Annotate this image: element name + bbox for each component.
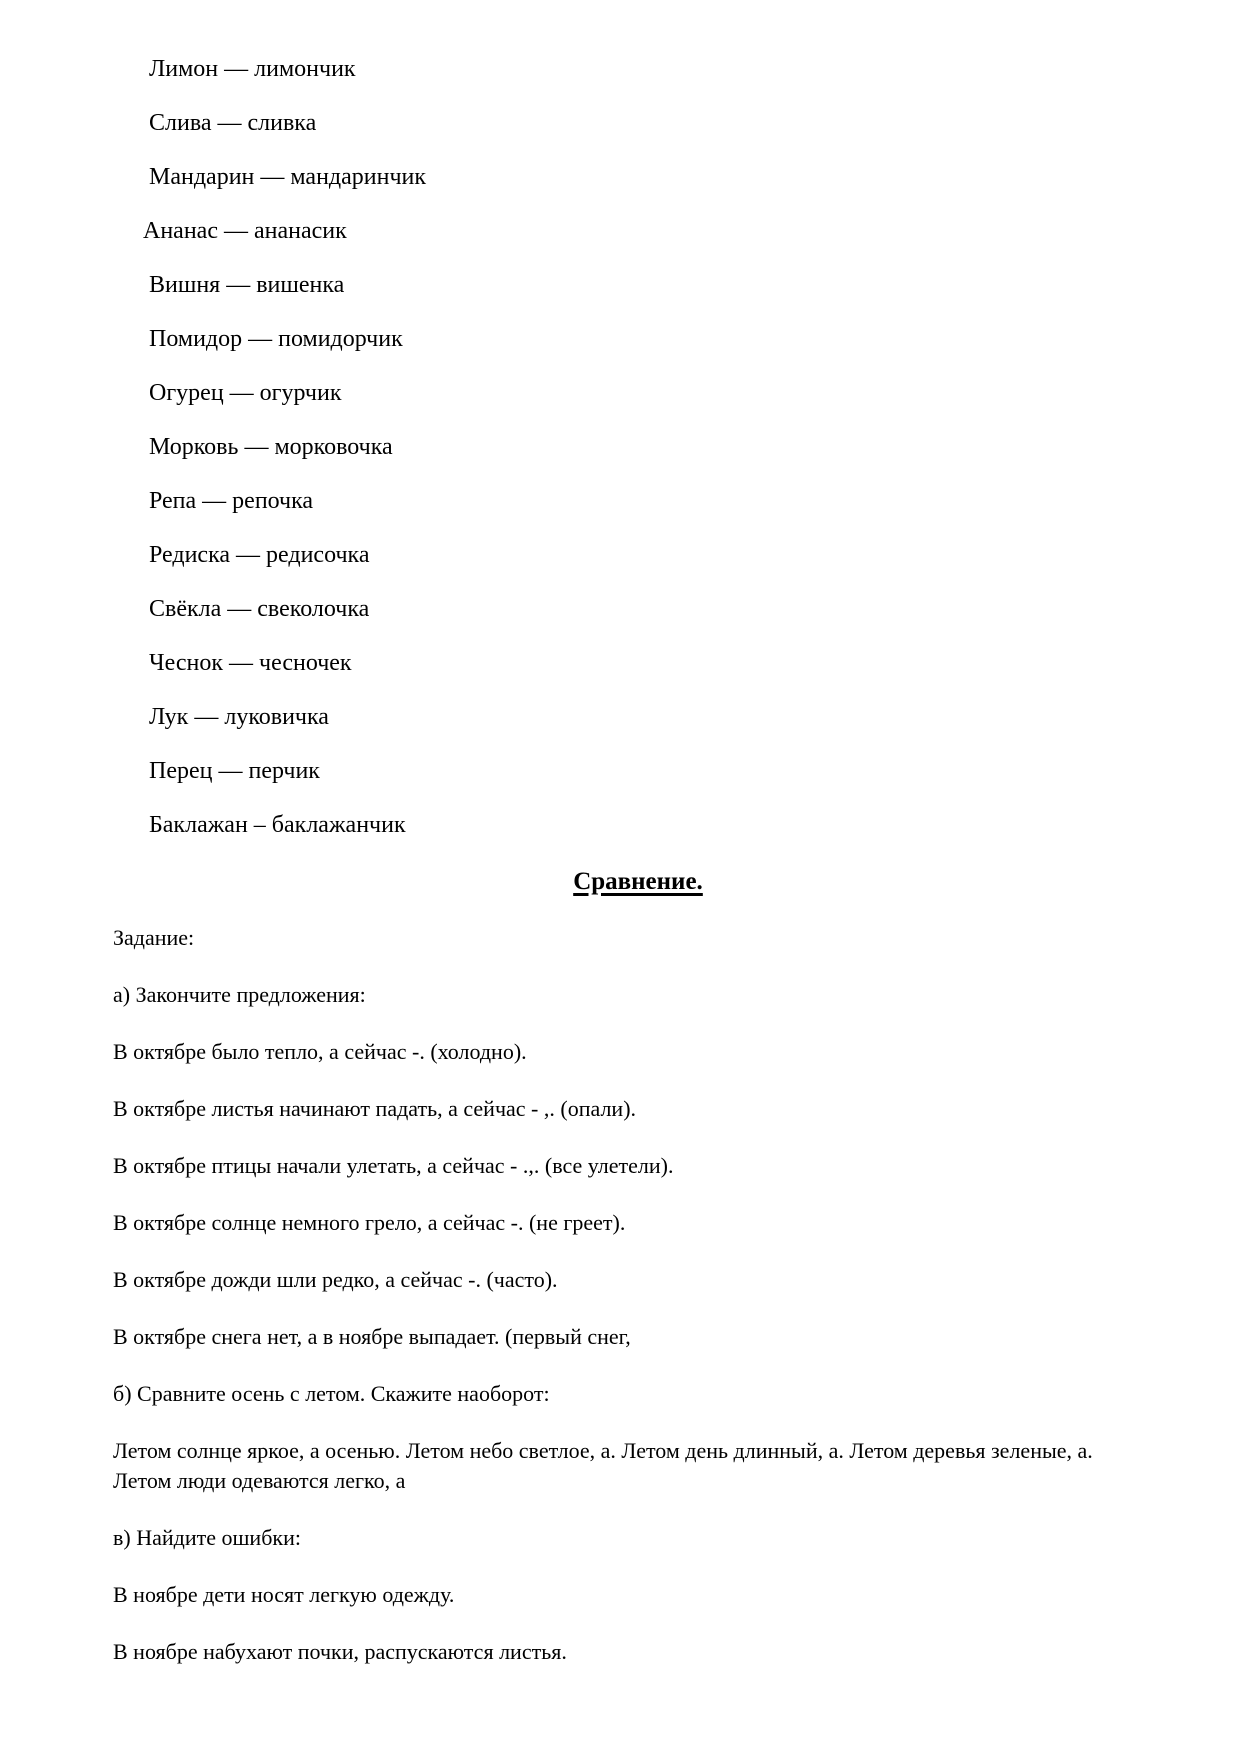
word-pair: Баклажан – баклажанчик [149,812,406,838]
word-pair: Свёкла — свеколочка [149,596,370,622]
word-pair: Лук — луковичка [149,704,329,730]
word-pair: Морковь — морковочка [149,434,393,460]
sentence: В октябре птицы начали улетать, а сейчас - .,. (все улетели). [113,1153,674,1178]
word-pair: Вишня — вишенка [149,272,345,298]
word-pair: Лимон — лимончик [149,56,356,82]
sentence: В ноябре дети носят легкую одежду. [113,1582,455,1607]
task-part-b-title: б) Сравните осень с летом. Скажите наоборот: [113,1381,550,1406]
document-content [113,42,1123,1694]
word-pair: Помидор — помидорчик [149,326,403,352]
task-label: Задание: [113,925,195,950]
word-pair: Перец — перчик [149,758,320,784]
word-pair: Ананас — ананасик [143,218,347,244]
sentence: В октябре было тепло, а сейчас -. (холодно). [113,1039,527,1064]
sentence: В октябре солнце немного грело, а сейчас -. (не греет). [113,1210,626,1235]
section-heading [113,855,1123,909]
word-pair: Чеснок — чесночек [149,650,352,676]
sentence: В октябре листья начинают падать, а сейчас - ,. (опали). [113,1096,637,1121]
word-pair: Огурец — огурчик [149,380,342,406]
word-pair: Слива — сливка [149,110,317,136]
task-part-c-title: в) Найдите ошибки: [113,1525,301,1550]
sentence: В ноябре набухают почки, распускаются листья. [113,1639,567,1664]
word-pair: Мандарин — мандаринчик [149,164,427,190]
word-pair: Репа — репочка [149,488,314,514]
word-pair: Редиска — редисочка [149,542,370,568]
task-part-a-title: а) Закончите предложения: [113,982,366,1007]
sentence: В октябре дожди шли редко, а сейчас -. (часто). [113,1267,558,1292]
task-section [113,923,1123,1667]
section-heading-text: Сравнение. [573,868,703,895]
sentence: В октябре снега нет, а в ноябре выпадает. (первый снег, [113,1324,631,1349]
task-part-b-text: Летом солнце яркое, а осенью. Летом небо светлое, а. Летом день длинный, а. Летом деревья зеленые, а. Летом люди одеваются легко, а [113,1438,1093,1493]
